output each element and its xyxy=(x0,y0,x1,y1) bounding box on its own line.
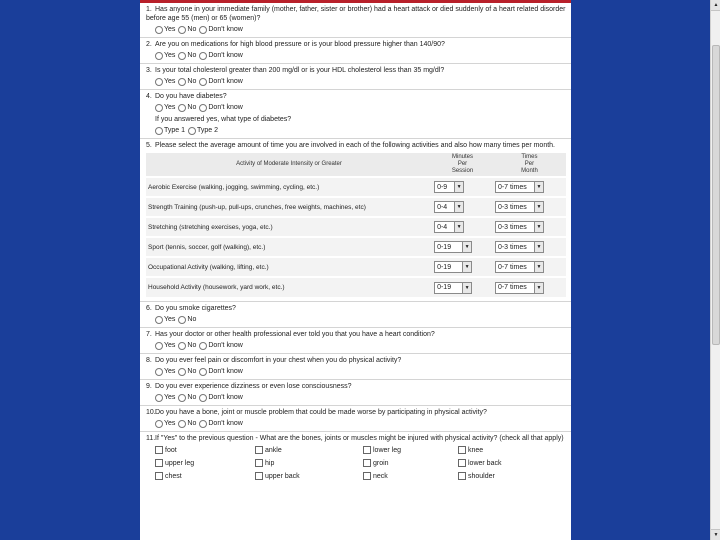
radio-button[interactable] xyxy=(199,342,207,350)
checkbox[interactable] xyxy=(155,472,163,480)
option-yes[interactable] xyxy=(155,394,175,402)
question-number: 2. xyxy=(146,41,152,48)
checkbox-label: groin xyxy=(373,459,389,467)
option-label: Yes xyxy=(164,342,176,349)
option-label: No xyxy=(187,368,197,375)
times-cell xyxy=(493,237,566,257)
option-label: Don't know xyxy=(208,368,243,375)
checkbox[interactable] xyxy=(458,446,466,454)
question-6 xyxy=(140,302,571,328)
radio-button[interactable] xyxy=(155,420,163,428)
checkbox-label: upper leg xyxy=(165,459,195,467)
checkbox-label: chest xyxy=(165,472,182,480)
checkbox[interactable] xyxy=(255,446,263,454)
chevron-down-icon[interactable]: ▼ xyxy=(534,222,543,232)
question-9 xyxy=(140,380,571,406)
answer-options xyxy=(146,125,567,136)
checkbox[interactable] xyxy=(255,459,263,467)
option-don-t-know[interactable] xyxy=(199,368,242,376)
select-dropdown[interactable] xyxy=(434,241,472,253)
checkbox-label: shoulder xyxy=(468,472,495,480)
question-number: 10. xyxy=(146,409,156,416)
body-part-checklist xyxy=(146,445,567,481)
option-don-t-know[interactable] xyxy=(199,78,242,86)
selected-value: 0-3 times xyxy=(497,223,527,231)
checkbox-neck[interactable] xyxy=(363,471,458,481)
option-no[interactable] xyxy=(178,342,196,350)
activity-label: Stretching (stretching exercises, yoga, etc.) xyxy=(146,217,432,237)
question-text: If "Yes" to the previous question - What are the bones, joints or muscles might be injured with physical activity? (check all that apply) xyxy=(155,435,564,442)
chevron-down-icon[interactable]: ▼ xyxy=(534,182,543,192)
checkbox-knee[interactable] xyxy=(458,445,548,455)
select-dropdown[interactable] xyxy=(434,282,472,294)
question-number: 8. xyxy=(146,357,152,364)
radio-button[interactable] xyxy=(188,127,196,135)
option-label: No xyxy=(187,78,197,85)
vertical-scrollbar[interactable] xyxy=(710,0,720,540)
selected-value: 0-19 xyxy=(437,284,452,291)
option-type-1[interactable] xyxy=(155,127,185,135)
option-no[interactable] xyxy=(178,368,196,376)
minutes-cell xyxy=(432,257,493,277)
checkbox-shoulder[interactable] xyxy=(458,471,548,481)
option-label: Yes xyxy=(164,104,176,111)
option-label: No xyxy=(187,104,197,111)
select-dropdown[interactable] xyxy=(495,241,544,253)
option-label: Don't know xyxy=(208,420,243,427)
activity-row xyxy=(146,277,566,297)
minutes-cell xyxy=(432,237,493,257)
option-label: Don't know xyxy=(208,342,243,349)
question-text: Do you have a bone, joint or muscle problem that could be made worse by participating in physical activity? xyxy=(155,409,487,416)
minutes-cell xyxy=(432,197,493,217)
option-label: Yes xyxy=(164,316,176,323)
radio-button[interactable] xyxy=(178,26,186,34)
question-1 xyxy=(140,3,571,38)
activity-row xyxy=(146,237,566,257)
option-yes[interactable] xyxy=(155,420,175,428)
select-dropdown[interactable] xyxy=(434,221,464,233)
checkbox-label: neck xyxy=(373,472,388,480)
radio-button[interactable] xyxy=(199,368,207,376)
radio-button[interactable] xyxy=(155,316,163,324)
activity-row xyxy=(146,257,566,277)
minutes-cell xyxy=(432,277,493,297)
chevron-down-icon[interactable]: ▼ xyxy=(454,202,463,212)
select-dropdown[interactable] xyxy=(495,282,544,294)
option-label: Yes xyxy=(164,420,176,427)
question-8 xyxy=(140,354,571,380)
checkbox-label: ankle xyxy=(265,446,282,454)
checkbox-ankle[interactable] xyxy=(255,445,363,455)
option-no[interactable] xyxy=(178,104,196,112)
checkbox[interactable] xyxy=(363,472,371,480)
option-label: Yes xyxy=(164,26,176,33)
option-label: No xyxy=(187,26,197,33)
radio-button[interactable] xyxy=(178,78,186,86)
checkbox-label: lower back xyxy=(468,459,502,467)
radio-button[interactable] xyxy=(199,78,207,86)
question-text: Has your doctor or other health professional ever told you that you have a heart condition? xyxy=(155,331,435,338)
option-no[interactable] xyxy=(178,78,196,86)
activity-label: Aerobic Exercise (walking, jogging, swimming, cycling, etc.) xyxy=(146,177,432,197)
minutes-cell xyxy=(432,217,493,237)
option-yes[interactable] xyxy=(155,26,175,34)
option-label: Type 2 xyxy=(197,127,219,134)
activity-row xyxy=(146,217,566,237)
option-don-t-know[interactable] xyxy=(199,420,242,428)
scroll-up-arrow-icon[interactable]: ▲ xyxy=(711,0,720,11)
answer-options xyxy=(146,24,567,35)
question-text: Do you ever experience dizziness or even lose consciousness? xyxy=(155,383,352,390)
option-label: Yes xyxy=(164,394,176,401)
selected-value: 0-9 xyxy=(437,183,448,191)
radio-button[interactable] xyxy=(199,394,207,402)
question-text: Do you ever feel pain or discomfort in your chest when you do physical activity? xyxy=(155,357,402,364)
question-text: Are you on medications for high blood pressure or is your blood pressure higher than 140/90? xyxy=(155,41,445,48)
selected-value: 0-7 times xyxy=(497,263,527,271)
select-dropdown[interactable] xyxy=(434,181,464,193)
checkbox[interactable] xyxy=(458,459,466,467)
option-label: Don't know xyxy=(208,78,243,85)
radio-button[interactable] xyxy=(155,394,163,402)
question-number: 11. xyxy=(146,435,156,442)
question-text: Do you smoke cigarettes? xyxy=(155,305,236,312)
checkbox[interactable] xyxy=(155,446,163,454)
option-don-t-know[interactable] xyxy=(199,26,242,34)
answer-options xyxy=(146,76,567,87)
times-cell xyxy=(493,197,566,217)
question-number: 1. xyxy=(146,6,152,13)
checkbox-chest[interactable] xyxy=(155,471,255,481)
selected-value: 0-19 xyxy=(437,263,452,271)
selected-value: 0-3 times xyxy=(497,243,527,251)
question-number: 5. xyxy=(146,142,152,149)
radio-button[interactable] xyxy=(155,104,163,112)
option-no[interactable] xyxy=(178,420,196,428)
question-11 xyxy=(140,432,571,483)
answer-options xyxy=(146,392,567,403)
option-no[interactable] xyxy=(178,394,196,402)
checkbox-upper-leg[interactable] xyxy=(155,458,255,468)
checkbox-label: lower leg xyxy=(373,446,402,454)
checkbox-lower-back[interactable] xyxy=(458,458,548,468)
chevron-down-icon[interactable]: ▼ xyxy=(454,222,463,232)
times-header: Times Per Month xyxy=(493,153,566,177)
activity-label: Strength Training (push-up, pull-ups, crunches, free weights, machines, etc) xyxy=(146,197,432,217)
selected-value: 0-7 times xyxy=(497,284,527,291)
option-yes[interactable] xyxy=(155,78,175,86)
scrollbar-thumb[interactable] xyxy=(712,45,720,345)
radio-button[interactable] xyxy=(199,104,207,112)
checkbox[interactable] xyxy=(458,472,466,480)
question-3 xyxy=(140,64,571,90)
activity-label: Household Activity (housework, yard work, etc.) xyxy=(146,277,432,297)
chevron-down-icon[interactable]: ▼ xyxy=(454,182,463,192)
activity-row xyxy=(146,197,566,217)
activity-header: Activity of Moderate Intensity or Greater xyxy=(146,153,432,177)
radio-button[interactable] xyxy=(178,342,186,350)
checkbox[interactable] xyxy=(155,459,163,467)
checkbox-label: hip xyxy=(265,459,275,467)
selected-value: 0-4 xyxy=(437,203,448,211)
option-yes[interactable] xyxy=(155,342,175,350)
radio-button[interactable] xyxy=(155,52,163,60)
survey-page xyxy=(140,0,571,540)
selected-value: 0-7 times xyxy=(497,183,527,191)
radio-button[interactable] xyxy=(178,52,186,60)
option-label: No xyxy=(187,342,197,349)
question-2 xyxy=(140,38,571,64)
question-number: 6. xyxy=(146,305,152,312)
followup-text: If you answered yes, what type of diabetes? xyxy=(155,116,292,123)
chevron-down-icon[interactable]: ▼ xyxy=(462,283,471,293)
selected-value: 0-3 times xyxy=(497,203,527,211)
times-cell xyxy=(493,217,566,237)
radio-button[interactable] xyxy=(155,368,163,376)
times-cell xyxy=(493,277,566,297)
option-label: No xyxy=(187,316,197,323)
select-dropdown[interactable] xyxy=(434,261,472,273)
option-label: Yes xyxy=(164,52,176,59)
answer-options xyxy=(146,102,567,113)
chevron-down-icon[interactable]: ▼ xyxy=(534,202,543,212)
select-dropdown[interactable] xyxy=(495,201,544,213)
times-cell xyxy=(493,257,566,277)
checkbox-groin[interactable] xyxy=(363,458,458,468)
option-label: No xyxy=(187,52,197,59)
select-dropdown[interactable] xyxy=(495,261,544,273)
checkbox[interactable] xyxy=(363,459,371,467)
radio-button[interactable] xyxy=(178,420,186,428)
question-number: 9. xyxy=(146,383,152,390)
option-no[interactable] xyxy=(178,26,196,34)
checkbox[interactable] xyxy=(363,446,371,454)
option-don-t-know[interactable] xyxy=(199,394,242,402)
minutes-cell xyxy=(432,177,493,197)
radio-button[interactable] xyxy=(199,52,207,60)
chevron-down-icon[interactable]: ▼ xyxy=(534,242,543,252)
option-yes[interactable] xyxy=(155,316,175,324)
option-don-t-know[interactable] xyxy=(199,342,242,350)
option-label: Type 1 xyxy=(164,127,186,134)
radio-button[interactable] xyxy=(178,394,186,402)
scroll-down-arrow-icon[interactable]: ▼ xyxy=(711,529,720,540)
select-dropdown[interactable] xyxy=(495,181,544,193)
option-yes[interactable] xyxy=(155,104,175,112)
option-label: Don't know xyxy=(208,52,243,59)
answer-options xyxy=(146,418,567,429)
chevron-down-icon[interactable]: ▼ xyxy=(462,262,471,272)
checkbox-foot[interactable] xyxy=(155,445,255,455)
radio-button[interactable] xyxy=(199,26,207,34)
radio-button[interactable] xyxy=(178,316,186,324)
chevron-down-icon[interactable]: ▼ xyxy=(534,283,543,293)
option-label: Don't know xyxy=(208,394,243,401)
question-number: 3. xyxy=(146,67,152,74)
checkbox-lower-leg[interactable] xyxy=(363,445,458,455)
option-label: No xyxy=(187,420,197,427)
select-dropdown[interactable] xyxy=(495,221,544,233)
answer-options xyxy=(146,366,567,377)
question-number: 4. xyxy=(146,93,152,100)
checkbox-label: knee xyxy=(468,446,484,454)
radio-button[interactable] xyxy=(199,420,207,428)
activity-label: Sport (tennis, soccer, golf (walking), etc.) xyxy=(146,237,432,257)
checkbox-hip[interactable] xyxy=(255,458,363,468)
radio-button[interactable] xyxy=(155,26,163,34)
option-yes[interactable] xyxy=(155,368,175,376)
question-text: Is your total cholesterol greater than 200 mg/dl or is your HDL cholesterol less than 35 mg/dl? xyxy=(155,67,445,74)
activity-row xyxy=(146,177,566,197)
minutes-header: Minutes Per Session xyxy=(432,153,493,177)
selected-value: 0-4 xyxy=(437,223,448,231)
checkbox[interactable] xyxy=(255,472,263,480)
option-type-2[interactable] xyxy=(188,127,218,135)
radio-button[interactable] xyxy=(178,368,186,376)
option-label: Don't know xyxy=(208,104,243,111)
checkbox-label: upper back xyxy=(265,472,300,480)
option-don-t-know[interactable] xyxy=(199,52,242,60)
checkbox-upper-back[interactable] xyxy=(255,471,363,481)
activity-table xyxy=(146,153,566,297)
times-cell xyxy=(493,177,566,197)
option-label: Yes xyxy=(164,78,176,85)
question-text: Do you have diabetes? xyxy=(155,93,227,100)
option-label: Yes xyxy=(164,368,176,375)
question-7 xyxy=(140,328,571,354)
question-text: Has anyone in your immediate family (mother, father, sister or brother) had a heart attack or died suddenly of a heart related disorder before age 55 (men) or 65 (women)? xyxy=(146,6,566,22)
question-number: 7. xyxy=(146,331,152,338)
radio-button[interactable] xyxy=(155,78,163,86)
chevron-down-icon[interactable]: ▼ xyxy=(462,242,471,252)
selected-value: 0-19 xyxy=(437,243,452,251)
select-dropdown[interactable] xyxy=(434,201,464,213)
question-4 xyxy=(140,90,571,139)
activity-label: Occupational Activity (walking, lifting, etc.) xyxy=(146,257,432,277)
answer-options xyxy=(146,314,567,325)
question-10 xyxy=(140,406,571,432)
radio-button[interactable] xyxy=(178,104,186,112)
chevron-down-icon[interactable]: ▼ xyxy=(534,262,543,272)
option-label: No xyxy=(187,394,197,401)
radio-button[interactable] xyxy=(155,342,163,350)
option-label: Don't know xyxy=(208,26,243,33)
question-text: Please select the average amount of time you are involved in each of the following activities and also how many times per month. xyxy=(155,142,555,149)
answer-options xyxy=(146,340,567,351)
option-no[interactable] xyxy=(178,52,196,60)
option-don-t-know[interactable] xyxy=(199,104,242,112)
option-no[interactable] xyxy=(178,316,196,324)
option-yes[interactable] xyxy=(155,52,175,60)
checkbox-label: foot xyxy=(165,446,177,454)
question-5 xyxy=(140,139,571,302)
radio-button[interactable] xyxy=(155,127,163,135)
answer-options xyxy=(146,50,567,61)
